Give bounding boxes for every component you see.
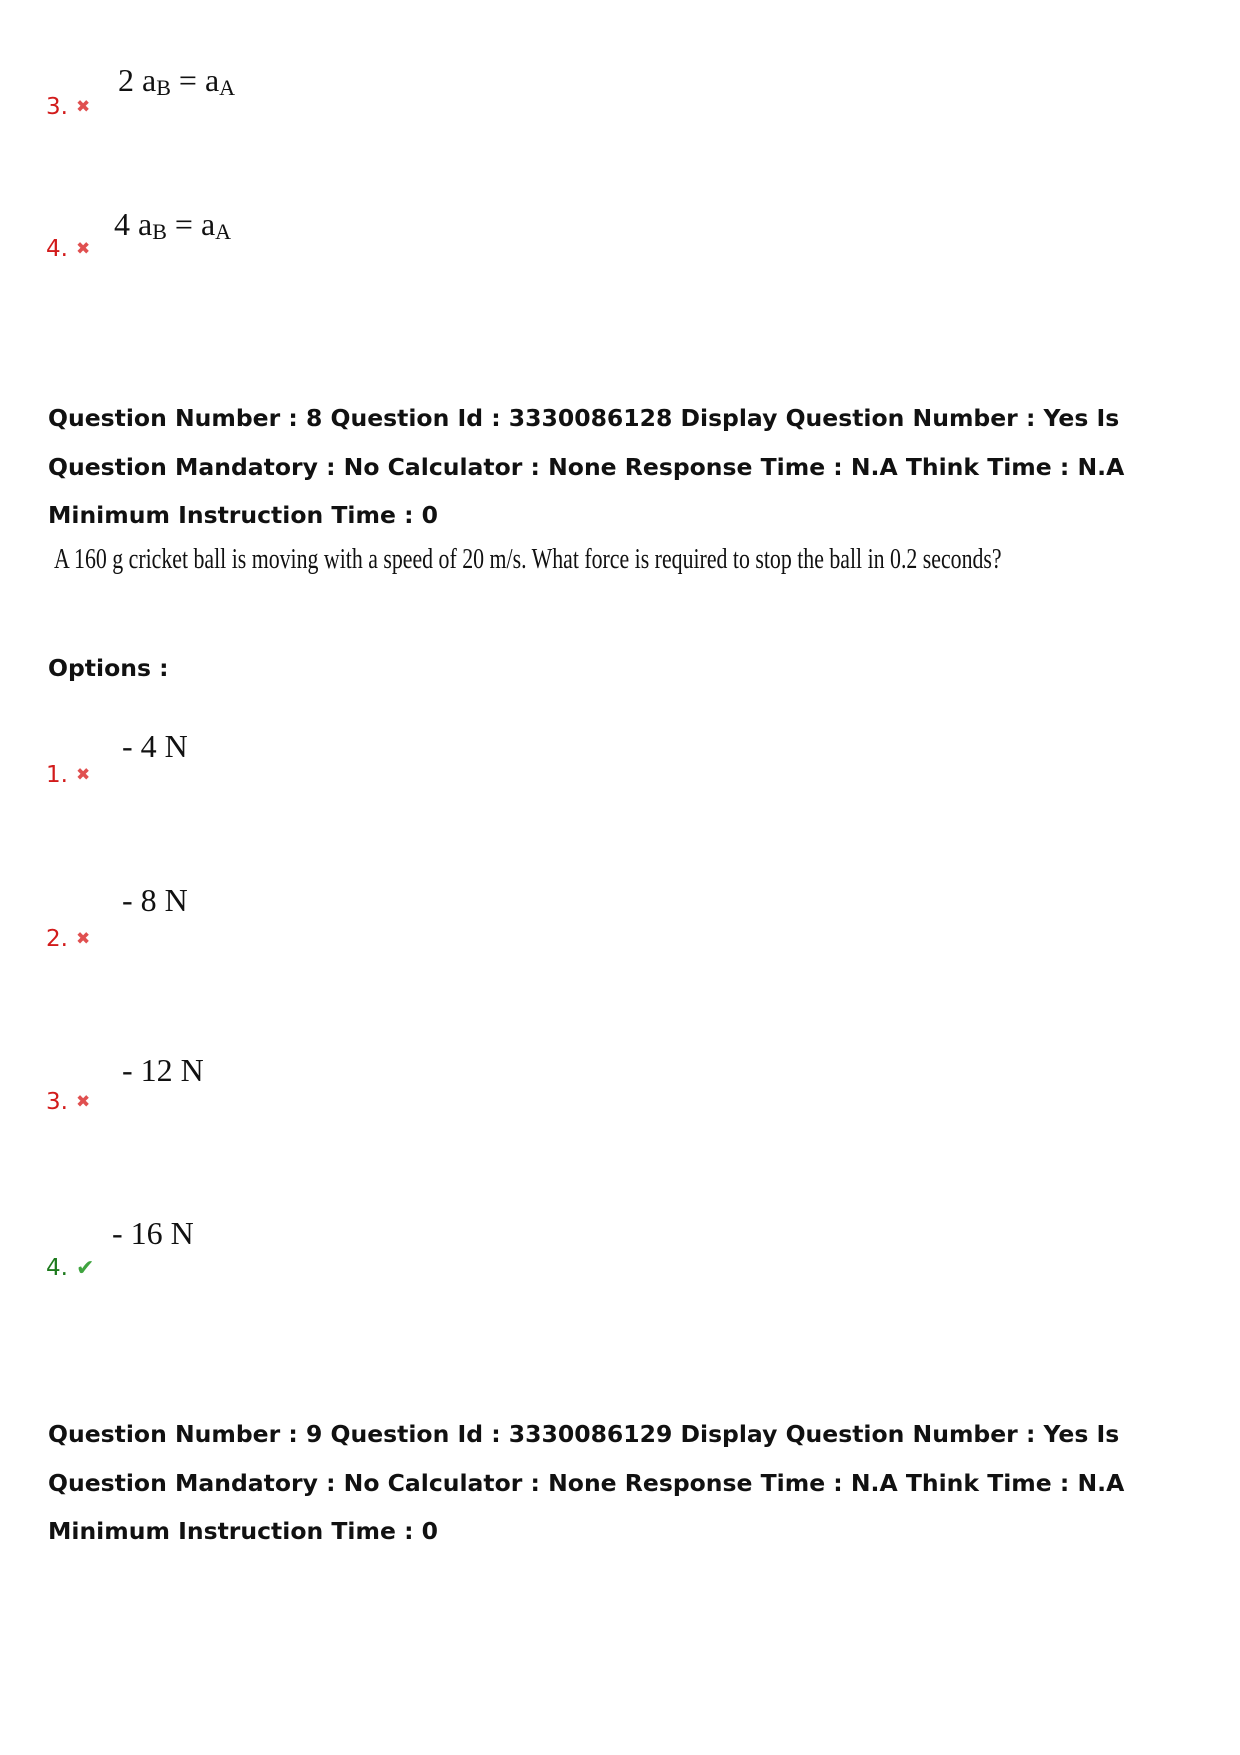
formula-symbol: a (138, 206, 153, 242)
formula-subscript: B (156, 75, 171, 100)
formula-equals: = (178, 62, 197, 98)
formula-subscript: A (219, 75, 236, 100)
formula-coefficient: 2 (118, 62, 134, 98)
formula-equals: = (174, 206, 193, 242)
question-8-option-4-value: - 16 N (112, 1215, 194, 1251)
cross-icon: ✖ (75, 1092, 91, 1112)
prev-option-3-number (46, 96, 90, 119)
question-8-meta: Question Number : 8 Question Id : 3330086128 Display Question Number : Yes Is Question Mandatory : No Calculator : None Response Time : N.A Think Time : N.A Minimum Instruction Time : 0 (48, 404, 1125, 529)
question-8-option-1-number (46, 764, 90, 787)
prev-option-4-number (46, 238, 90, 261)
option-number-label: 4. (46, 1255, 68, 1281)
formula-subscript: B (152, 219, 167, 244)
formula-subscript: A (215, 219, 232, 244)
question-8-option-3-number (46, 1091, 90, 1114)
question-8-option-2-value: - 8 N (122, 882, 188, 918)
check-icon: ✔ (75, 1256, 95, 1281)
option-number-label: 3. (46, 1089, 68, 1115)
cross-icon: ✖ (75, 765, 91, 785)
question-8-option-1-value: - 4 N (122, 728, 188, 764)
question-8-options-label: Options : (48, 654, 169, 682)
prev-option-3-formula (118, 64, 235, 99)
question-8-option-2-number (46, 928, 90, 951)
option-number-label: 2. (46, 926, 68, 952)
option-number-label: 3. (46, 94, 68, 120)
option-number-label: 1. (46, 762, 68, 788)
question-8-option-3-value: - 12 N (122, 1052, 204, 1088)
cross-icon: ✖ (75, 239, 91, 259)
formula-symbol: a (142, 62, 157, 98)
formula-symbol: a (204, 62, 220, 98)
option-number-label: 4. (46, 236, 68, 262)
cross-icon: ✖ (75, 929, 91, 949)
question-8-option-4-number (46, 1257, 94, 1280)
formula-symbol: a (200, 206, 216, 242)
prev-option-4-formula (114, 208, 231, 243)
formula-coefficient: 4 (114, 206, 130, 242)
question-8-text: A 160 g cricket ball is moving with a speed of 20 m/s. What force is required to stop the ball in 0.2 seconds? (54, 544, 1002, 575)
cross-icon: ✖ (75, 97, 91, 117)
question-9-meta: Question Number : 9 Question Id : 3330086129 Display Question Number : Yes Is Question Mandatory : No Calculator : None Response Time : N.A Think Time : N.A Minimum Instruction Time : 0 (48, 1420, 1125, 1545)
